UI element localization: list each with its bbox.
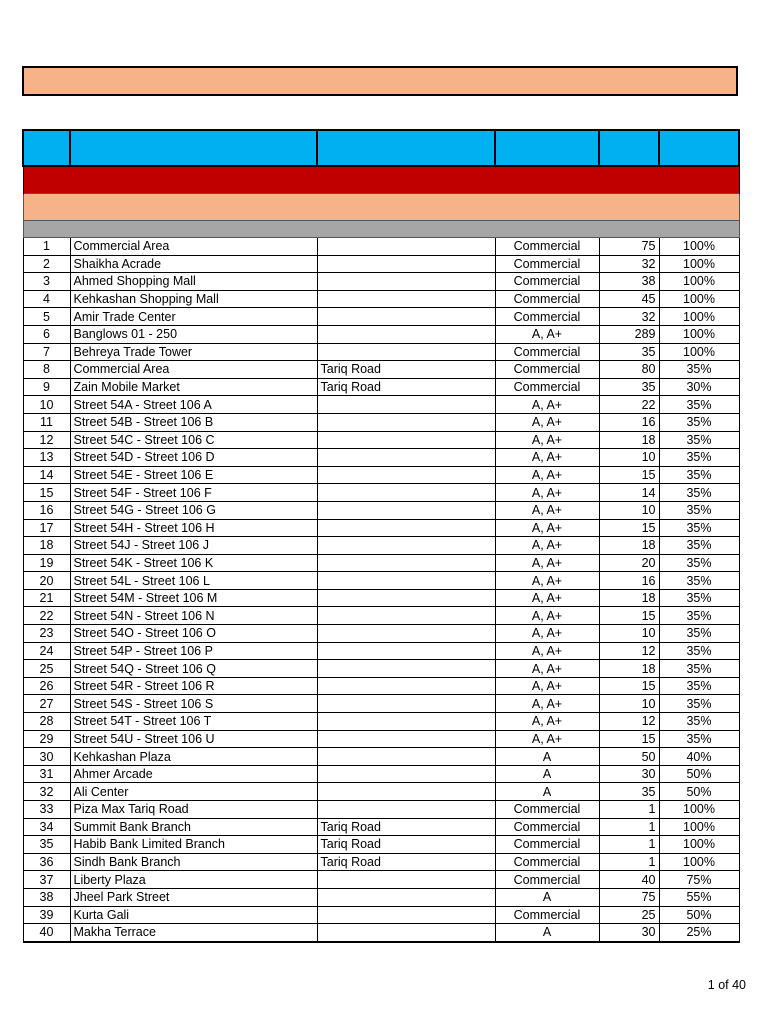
- percentage-cell: 40%: [659, 748, 739, 766]
- table-row: [23, 730, 739, 748]
- location-name-cell: Liberty Plaza: [70, 871, 317, 889]
- category-cell: A, A+: [495, 484, 599, 502]
- unit-count-cell: 32: [599, 308, 659, 326]
- category-cell: A, A+: [495, 396, 599, 414]
- unit-count-cell: 12: [599, 642, 659, 660]
- category-cell: A, A+: [495, 325, 599, 343]
- table-row: [23, 238, 739, 256]
- road-name-cell: [317, 343, 495, 361]
- road-name-cell: [317, 871, 495, 889]
- row-number-cell: 12: [23, 431, 70, 449]
- table-row: [23, 765, 739, 783]
- category-cell: A: [495, 783, 599, 801]
- road-name-cell: Tariq Road: [317, 818, 495, 836]
- row-number-cell: 11: [23, 413, 70, 431]
- category-cell: A, A+: [495, 695, 599, 713]
- location-name-cell: Street 54G - Street 106 G: [70, 501, 317, 519]
- header-cell-6: [659, 130, 739, 166]
- category-cell: Commercial: [495, 801, 599, 819]
- road-name-cell: [317, 924, 495, 942]
- location-name-cell: Street 54H - Street 106 H: [70, 519, 317, 537]
- row-number-cell: 28: [23, 713, 70, 731]
- row-number-cell: 14: [23, 466, 70, 484]
- location-name-cell: Street 54D - Street 106 D: [70, 449, 317, 467]
- road-name-cell: [317, 660, 495, 678]
- location-name-cell: Street 54T - Street 106 T: [70, 713, 317, 731]
- row-number-cell: 29: [23, 730, 70, 748]
- category-cell: Commercial: [495, 378, 599, 396]
- row-number-cell: 30: [23, 748, 70, 766]
- unit-count-cell: 20: [599, 554, 659, 572]
- road-name-cell: [317, 888, 495, 906]
- category-cell: A, A+: [495, 501, 599, 519]
- location-name-cell: Street 54F - Street 106 F: [70, 484, 317, 502]
- category-cell: A, A+: [495, 607, 599, 625]
- location-name-cell: Ahmer Arcade: [70, 765, 317, 783]
- road-name-cell: [317, 677, 495, 695]
- row-number-cell: 26: [23, 677, 70, 695]
- percentage-cell: 25%: [659, 924, 739, 942]
- category-cell: A: [495, 748, 599, 766]
- unit-count-cell: 289: [599, 325, 659, 343]
- row-number-cell: 15: [23, 484, 70, 502]
- percentage-cell: 35%: [659, 642, 739, 660]
- percentage-cell: 50%: [659, 906, 739, 924]
- percentage-cell: 100%: [659, 343, 739, 361]
- road-name-cell: [317, 642, 495, 660]
- row-number-cell: 38: [23, 888, 70, 906]
- percentage-cell: 35%: [659, 501, 739, 519]
- location-name-cell: Summit Bank Branch: [70, 818, 317, 836]
- row-number-cell: 25: [23, 660, 70, 678]
- location-name-cell: Makha Terrace: [70, 924, 317, 942]
- unit-count-cell: 32: [599, 255, 659, 273]
- percentage-cell: 100%: [659, 255, 739, 273]
- category-cell: Commercial: [495, 255, 599, 273]
- location-name-cell: Street 54S - Street 106 S: [70, 695, 317, 713]
- percentage-cell: 55%: [659, 888, 739, 906]
- percentage-cell: 35%: [659, 519, 739, 537]
- road-name-cell: [317, 396, 495, 414]
- unit-count-cell: 10: [599, 449, 659, 467]
- table-row: [23, 449, 739, 467]
- road-name-cell: [317, 290, 495, 308]
- location-name-cell: Street 54N - Street 106 N: [70, 607, 317, 625]
- table-row: [23, 554, 739, 572]
- section-band-gray: [23, 221, 739, 238]
- location-name-cell: Commercial Area: [70, 238, 317, 256]
- unit-count-cell: 14: [599, 484, 659, 502]
- road-name-cell: [317, 325, 495, 343]
- category-cell: Commercial: [495, 836, 599, 854]
- road-name-cell: [317, 695, 495, 713]
- category-cell: A, A+: [495, 537, 599, 555]
- unit-count-cell: 15: [599, 607, 659, 625]
- table-row: [23, 431, 739, 449]
- location-name-cell: Street 54A - Street 106 A: [70, 396, 317, 414]
- unit-count-cell: 18: [599, 589, 659, 607]
- unit-count-cell: 75: [599, 238, 659, 256]
- category-cell: Commercial: [495, 853, 599, 871]
- road-name-cell: [317, 572, 495, 590]
- table-row: [23, 783, 739, 801]
- table-row: [23, 484, 739, 502]
- section-band-red: [23, 166, 739, 194]
- road-name-cell: [317, 308, 495, 326]
- category-cell: A, A+: [495, 713, 599, 731]
- percentage-cell: 35%: [659, 695, 739, 713]
- table-row: [23, 801, 739, 819]
- road-name-cell: [317, 625, 495, 643]
- row-number-cell: 23: [23, 625, 70, 643]
- category-cell: Commercial: [495, 871, 599, 889]
- location-name-cell: Ahmed Shopping Mall: [70, 273, 317, 291]
- row-number-cell: 27: [23, 695, 70, 713]
- table-row: [23, 642, 739, 660]
- road-name-cell: [317, 466, 495, 484]
- percentage-cell: 30%: [659, 378, 739, 396]
- unit-count-cell: 10: [599, 695, 659, 713]
- header-cell-3: [317, 130, 495, 166]
- page-number: 1 of 40: [707, 978, 746, 992]
- table-row: [23, 625, 739, 643]
- location-name-cell: Behreya Trade Tower: [70, 343, 317, 361]
- location-name-cell: Sindh Bank Branch: [70, 853, 317, 871]
- unit-count-cell: 50: [599, 748, 659, 766]
- row-number-cell: 10: [23, 396, 70, 414]
- percentage-cell: 35%: [659, 396, 739, 414]
- unit-count-cell: 1: [599, 853, 659, 871]
- unit-count-cell: 1: [599, 836, 659, 854]
- road-name-cell: [317, 607, 495, 625]
- percentage-cell: 35%: [659, 554, 739, 572]
- table-row: [23, 695, 739, 713]
- road-name-cell: Tariq Road: [317, 378, 495, 396]
- unit-count-cell: 12: [599, 713, 659, 731]
- unit-count-cell: 22: [599, 396, 659, 414]
- table-row: [23, 677, 739, 695]
- table-row: [23, 466, 739, 484]
- category-cell: A, A+: [495, 554, 599, 572]
- category-cell: A, A+: [495, 730, 599, 748]
- data-table: [22, 129, 740, 943]
- percentage-cell: 75%: [659, 871, 739, 889]
- row-number-cell: 35: [23, 836, 70, 854]
- row-number-cell: 37: [23, 871, 70, 889]
- road-name-cell: [317, 273, 495, 291]
- table-row: [23, 378, 739, 396]
- percentage-cell: 100%: [659, 853, 739, 871]
- unit-count-cell: 18: [599, 431, 659, 449]
- location-name-cell: Street 54C - Street 106 C: [70, 431, 317, 449]
- unit-count-cell: 45: [599, 290, 659, 308]
- percentage-cell: 35%: [659, 361, 739, 379]
- location-name-cell: Piza Max Tariq Road: [70, 801, 317, 819]
- unit-count-cell: 15: [599, 519, 659, 537]
- percentage-cell: 100%: [659, 801, 739, 819]
- road-name-cell: [317, 713, 495, 731]
- percentage-cell: 35%: [659, 431, 739, 449]
- location-name-cell: Zain Mobile Market: [70, 378, 317, 396]
- location-name-cell: Banglows 01 - 250: [70, 325, 317, 343]
- table-row: [23, 501, 739, 519]
- category-cell: A, A+: [495, 677, 599, 695]
- road-name-cell: [317, 783, 495, 801]
- category-cell: A, A+: [495, 625, 599, 643]
- category-cell: A, A+: [495, 466, 599, 484]
- unit-count-cell: 1: [599, 818, 659, 836]
- row-number-cell: 19: [23, 554, 70, 572]
- row-number-cell: 17: [23, 519, 70, 537]
- unit-count-cell: 16: [599, 413, 659, 431]
- unit-count-cell: 35: [599, 783, 659, 801]
- table-row: [23, 343, 739, 361]
- row-number-cell: 34: [23, 818, 70, 836]
- location-name-cell: Street 54J - Street 106 J: [70, 537, 317, 555]
- unit-count-cell: 15: [599, 730, 659, 748]
- percentage-cell: 35%: [659, 484, 739, 502]
- road-name-cell: [317, 748, 495, 766]
- percentage-cell: 35%: [659, 730, 739, 748]
- road-name-cell: [317, 519, 495, 537]
- table-row: [23, 273, 739, 291]
- percentage-cell: 35%: [659, 466, 739, 484]
- location-name-cell: Commercial Area: [70, 361, 317, 379]
- category-cell: A, A+: [495, 642, 599, 660]
- location-name-cell: Ali Center: [70, 783, 317, 801]
- percentage-cell: 35%: [659, 713, 739, 731]
- row-number-cell: 32: [23, 783, 70, 801]
- location-name-cell: Habib Bank Limited Branch: [70, 836, 317, 854]
- location-name-cell: Kehkashan Plaza: [70, 748, 317, 766]
- road-name-cell: [317, 484, 495, 502]
- row-number-cell: 31: [23, 765, 70, 783]
- category-cell: Commercial: [495, 308, 599, 326]
- category-cell: Commercial: [495, 906, 599, 924]
- row-number-cell: 1: [23, 238, 70, 256]
- location-name-cell: Street 54E - Street 106 E: [70, 466, 317, 484]
- road-name-cell: Tariq Road: [317, 361, 495, 379]
- unit-count-cell: 25: [599, 906, 659, 924]
- location-name-cell: Kurta Gali: [70, 906, 317, 924]
- row-number-cell: 33: [23, 801, 70, 819]
- percentage-cell: 100%: [659, 238, 739, 256]
- row-number-cell: 7: [23, 343, 70, 361]
- table-row: [23, 361, 739, 379]
- road-name-cell: [317, 449, 495, 467]
- category-cell: A, A+: [495, 449, 599, 467]
- road-name-cell: [317, 537, 495, 555]
- road-name-cell: [317, 501, 495, 519]
- section-band-peach: [23, 194, 739, 221]
- unit-count-cell: 40: [599, 871, 659, 889]
- percentage-cell: 35%: [659, 537, 739, 555]
- unit-count-cell: 30: [599, 924, 659, 942]
- title-bar: [22, 66, 738, 96]
- table-row: [23, 660, 739, 678]
- percentage-cell: 35%: [659, 660, 739, 678]
- road-name-cell: [317, 801, 495, 819]
- unit-count-cell: 30: [599, 765, 659, 783]
- location-name-cell: Kehkashan Shopping Mall: [70, 290, 317, 308]
- location-name-cell: Street 54Q - Street 106 Q: [70, 660, 317, 678]
- category-cell: A, A+: [495, 413, 599, 431]
- row-number-cell: 9: [23, 378, 70, 396]
- table-row: [23, 906, 739, 924]
- header-cell-5: [599, 130, 659, 166]
- row-number-cell: 8: [23, 361, 70, 379]
- unit-count-cell: 80: [599, 361, 659, 379]
- location-name-cell: Amir Trade Center: [70, 308, 317, 326]
- row-number-cell: 22: [23, 607, 70, 625]
- unit-count-cell: 35: [599, 343, 659, 361]
- category-cell: Commercial: [495, 361, 599, 379]
- unit-count-cell: 18: [599, 660, 659, 678]
- unit-count-cell: 15: [599, 677, 659, 695]
- unit-count-cell: 18: [599, 537, 659, 555]
- category-cell: Commercial: [495, 273, 599, 291]
- location-name-cell: Street 54R - Street 106 R: [70, 677, 317, 695]
- table-row: [23, 519, 739, 537]
- table-row: [23, 325, 739, 343]
- unit-count-cell: 38: [599, 273, 659, 291]
- unit-count-cell: 15: [599, 466, 659, 484]
- road-name-cell: Tariq Road: [317, 853, 495, 871]
- category-cell: A, A+: [495, 589, 599, 607]
- row-number-cell: 21: [23, 589, 70, 607]
- table-row: [23, 572, 739, 590]
- row-number-cell: 4: [23, 290, 70, 308]
- category-cell: A, A+: [495, 660, 599, 678]
- row-number-cell: 20: [23, 572, 70, 590]
- category-cell: A, A+: [495, 572, 599, 590]
- header-cell-1: [23, 130, 70, 166]
- row-number-cell: 5: [23, 308, 70, 326]
- percentage-cell: 100%: [659, 290, 739, 308]
- unit-count-cell: 35: [599, 378, 659, 396]
- percentage-cell: 35%: [659, 677, 739, 695]
- percentage-cell: 35%: [659, 607, 739, 625]
- row-number-cell: 18: [23, 537, 70, 555]
- location-name-cell: Street 54O - Street 106 O: [70, 625, 317, 643]
- location-name-cell: Street 54K - Street 106 K: [70, 554, 317, 572]
- road-name-cell: [317, 765, 495, 783]
- location-name-cell: Street 54U - Street 106 U: [70, 730, 317, 748]
- row-number-cell: 16: [23, 501, 70, 519]
- unit-count-cell: 16: [599, 572, 659, 590]
- category-cell: Commercial: [495, 343, 599, 361]
- road-name-cell: [317, 554, 495, 572]
- row-number-cell: 24: [23, 642, 70, 660]
- percentage-cell: 35%: [659, 449, 739, 467]
- table-row: [23, 818, 739, 836]
- header-row: [23, 130, 739, 166]
- header-cell-2: [70, 130, 317, 166]
- road-name-cell: [317, 589, 495, 607]
- row-number-cell: 2: [23, 255, 70, 273]
- percentage-cell: 50%: [659, 783, 739, 801]
- road-name-cell: [317, 730, 495, 748]
- table-row: [23, 836, 739, 854]
- location-name-cell: Street 54M - Street 106 M: [70, 589, 317, 607]
- table-row: [23, 871, 739, 889]
- table-row: [23, 748, 739, 766]
- category-cell: A: [495, 888, 599, 906]
- table-row: [23, 255, 739, 273]
- road-name-cell: [317, 431, 495, 449]
- road-name-cell: Tariq Road: [317, 836, 495, 854]
- road-name-cell: [317, 255, 495, 273]
- table-row: [23, 924, 739, 942]
- row-number-cell: 36: [23, 853, 70, 871]
- location-name-cell: Jheel Park Street: [70, 888, 317, 906]
- location-name-cell: Shaikha Acrade: [70, 255, 317, 273]
- table-row: [23, 589, 739, 607]
- table-row: [23, 888, 739, 906]
- row-number-cell: 3: [23, 273, 70, 291]
- percentage-cell: 35%: [659, 625, 739, 643]
- category-cell: Commercial: [495, 290, 599, 308]
- percentage-cell: 35%: [659, 589, 739, 607]
- table-row: [23, 607, 739, 625]
- category-cell: A: [495, 765, 599, 783]
- row-number-cell: 39: [23, 906, 70, 924]
- table-row: [23, 537, 739, 555]
- table-row: [23, 713, 739, 731]
- unit-count-cell: 75: [599, 888, 659, 906]
- location-name-cell: Street 54P - Street 106 P: [70, 642, 317, 660]
- unit-count-cell: 1: [599, 801, 659, 819]
- percentage-cell: 100%: [659, 818, 739, 836]
- percentage-cell: 50%: [659, 765, 739, 783]
- percentage-cell: 35%: [659, 413, 739, 431]
- road-name-cell: [317, 906, 495, 924]
- location-name-cell: Street 54B - Street 106 B: [70, 413, 317, 431]
- road-name-cell: [317, 413, 495, 431]
- road-name-cell: [317, 238, 495, 256]
- percentage-cell: 100%: [659, 308, 739, 326]
- percentage-cell: 100%: [659, 325, 739, 343]
- table-row: [23, 413, 739, 431]
- category-cell: Commercial: [495, 818, 599, 836]
- category-cell: A: [495, 924, 599, 942]
- row-number-cell: 40: [23, 924, 70, 942]
- unit-count-cell: 10: [599, 625, 659, 643]
- percentage-cell: 35%: [659, 572, 739, 590]
- category-cell: A, A+: [495, 519, 599, 537]
- percentage-cell: 100%: [659, 836, 739, 854]
- header-cell-4: [495, 130, 599, 166]
- category-cell: A, A+: [495, 431, 599, 449]
- row-number-cell: 13: [23, 449, 70, 467]
- table-row: [23, 308, 739, 326]
- table-row: [23, 853, 739, 871]
- row-number-cell: 6: [23, 325, 70, 343]
- table-row: [23, 290, 739, 308]
- unit-count-cell: 10: [599, 501, 659, 519]
- table-row: [23, 396, 739, 414]
- location-name-cell: Street 54L - Street 106 L: [70, 572, 317, 590]
- category-cell: Commercial: [495, 238, 599, 256]
- percentage-cell: 100%: [659, 273, 739, 291]
